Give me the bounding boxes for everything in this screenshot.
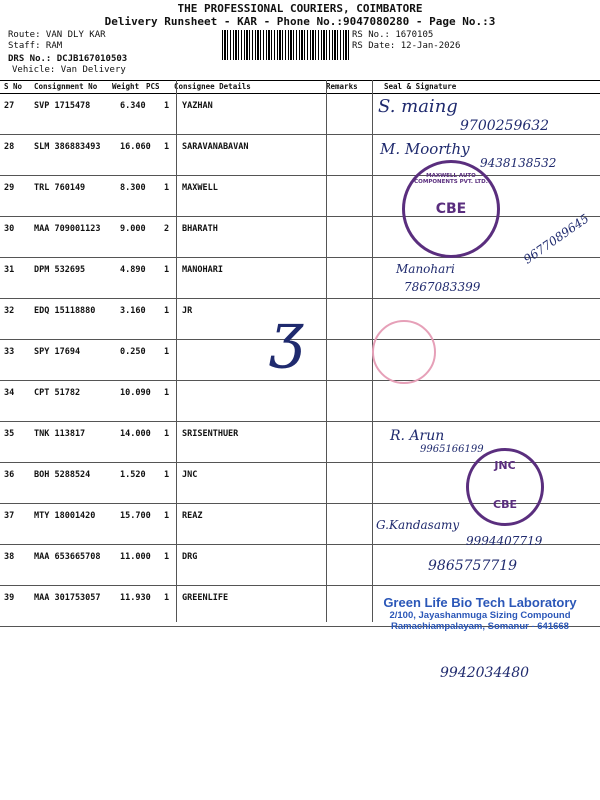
route-info	[8, 30, 127, 76]
phone-row-31: 7867083399	[404, 280, 481, 294]
weight-cell: 6.340	[120, 101, 146, 111]
rs-info	[352, 30, 460, 52]
jnc-seal	[466, 448, 544, 526]
maxwell-seal-city: CBE	[435, 201, 467, 217]
sno-cell: 38	[4, 552, 15, 562]
signature-row-27: S. maing	[378, 96, 458, 117]
pcs-cell: 1	[164, 306, 170, 316]
rs-number: RS No.: 1670105	[352, 30, 434, 40]
phone-row-27: 9700259632	[460, 118, 550, 134]
divider	[326, 80, 327, 622]
lab-locality: Ramachiampalayam, Somanur - 641668	[391, 621, 569, 632]
table-row	[0, 380, 600, 422]
pcs-cell: 1	[164, 101, 170, 111]
vehicle: Vehicle: Van Delivery	[12, 65, 126, 75]
consignee-cell: REAZ	[182, 511, 203, 521]
consignment-cell: MAA 653665708	[34, 552, 101, 562]
green-life-stamp	[375, 595, 585, 632]
consignment-cell: TNK 113817	[34, 429, 86, 439]
jnc-seal-name: JNC	[494, 459, 516, 472]
drs-number: DRS No.: DCJB167010503	[8, 54, 128, 64]
pcs-cell: 1	[164, 593, 170, 603]
sno-cell: 35	[4, 429, 15, 439]
col-remarks: Remarks	[326, 82, 358, 91]
consignment-cell: BOH 5288524	[34, 470, 91, 480]
rs-date: RS Date: 12-Jan-2026	[352, 41, 461, 51]
consignee-cell: SARAVANABAVAN	[182, 142, 249, 152]
consignee-cell: JR	[182, 306, 193, 316]
consignment-cell: DPM 532695	[34, 265, 86, 275]
consignment-cell: CPT 51782	[34, 388, 81, 398]
weight-cell: 4.890	[120, 265, 146, 275]
signature-row-37: G.Kandasamy	[376, 518, 460, 532]
pcs-cell: 1	[164, 183, 170, 193]
initial-scribble: ʒ	[270, 300, 304, 370]
col-consignee: Consignee Details	[174, 82, 251, 91]
sno-cell: 34	[4, 388, 15, 398]
sno-cell: 31	[4, 265, 15, 275]
consignment-cell: SVP 1715478	[34, 101, 91, 111]
pcs-cell: 1	[164, 347, 170, 357]
weight-cell: 11.000	[120, 552, 151, 562]
consignment-cell: TRL 760149	[34, 183, 86, 193]
weight-cell: 10.090	[120, 388, 151, 398]
weight-cell: 11.930	[120, 593, 151, 603]
table-row	[0, 175, 600, 217]
sno-cell: 39	[4, 593, 15, 603]
table-row	[0, 257, 600, 299]
runsheet-subtitle: Delivery Runsheet - KAR - Phone No.:9047080280 - Page No.:3	[104, 15, 496, 28]
sno-cell: 36	[4, 470, 15, 480]
weight-cell: 8.300	[120, 183, 146, 193]
consignee-cell: YAZHAN	[182, 101, 213, 111]
pcs-cell: 1	[164, 552, 170, 562]
sno-cell: 33	[4, 347, 15, 357]
weight-cell: 9.000	[120, 224, 146, 234]
pcs-cell: 1	[164, 388, 170, 398]
phone-row-39: 9942034480	[440, 665, 530, 681]
pcs-cell: 1	[164, 470, 170, 480]
barcode	[222, 30, 350, 60]
sno-cell: 32	[4, 306, 15, 316]
jnc-seal-city: CBE	[493, 498, 517, 511]
pcs-cell: 1	[164, 429, 170, 439]
pcs-cell: 1	[164, 142, 170, 152]
sno-cell: 30	[4, 224, 15, 234]
col-sno: S No	[4, 82, 23, 91]
lab-name: Green Life Bio Tech Laboratory	[383, 595, 577, 610]
signature-row-35: R. Arun	[390, 428, 445, 444]
lab-address: 2/100, Jayashanmuga Sizing Compound	[389, 610, 571, 621]
maxwell-seal-text: MAXWELL AUTO COMPONENTS PVT. LTD.	[414, 173, 488, 185]
consignee-cell: BHARATH	[182, 224, 218, 234]
weight-cell: 14.000	[120, 429, 151, 439]
phone-row-38: 9865757719	[428, 558, 518, 574]
divider	[176, 80, 177, 622]
route: Route: VAN DLY KAR	[8, 30, 106, 40]
consignee-cell: SRISENTHUER	[182, 429, 239, 439]
consignee-cell: GREENLIFE	[182, 593, 229, 603]
consignee-cell: MANOHARI	[182, 265, 223, 275]
signature-row-31: Manohari	[396, 262, 455, 276]
consignment-cell: MAA 301753057	[34, 593, 101, 603]
column-header	[0, 80, 600, 94]
maxwell-seal	[402, 160, 500, 258]
col-pcs: PCS	[146, 82, 160, 91]
phone-row-28: 9438138532	[480, 156, 557, 170]
col-consignment: Consignment No	[34, 82, 98, 91]
consignment-cell: SLM 386883493	[34, 142, 101, 152]
phone-row-37: 9994407719	[466, 534, 543, 548]
pcs-cell: 1	[164, 511, 170, 521]
weight-cell: 16.060	[120, 142, 151, 152]
consignment-cell: EDQ 15118880	[34, 306, 96, 316]
table-row	[0, 216, 600, 258]
sno-cell: 37	[4, 511, 15, 521]
faint-seal	[372, 320, 436, 384]
weight-cell: 1.520	[120, 470, 146, 480]
sno-cell: 29	[4, 183, 15, 193]
sno-cell: 28	[4, 142, 15, 152]
consignee-cell: DRG	[182, 552, 198, 562]
weight-cell: 15.700	[120, 511, 151, 521]
consignment-cell: MAA 709001123	[34, 224, 101, 234]
consignment-cell: SPY 17694	[34, 347, 81, 357]
staff: Staff: RAM	[8, 41, 63, 51]
pcs-cell: 1	[164, 265, 170, 275]
consignee-cell: JNC	[182, 470, 198, 480]
phone-row-30: 9677089645	[520, 211, 592, 267]
col-weight: Weight	[112, 82, 140, 91]
runsheet-title: THE PROFESSIONAL COURIERS, COIMBATORE	[177, 2, 423, 15]
weight-cell: 0.250	[120, 347, 146, 357]
pcs-cell: 2	[164, 224, 170, 234]
sno-cell: 27	[4, 101, 15, 111]
consignee-cell: MAXWELL	[182, 183, 218, 193]
col-seal: Seal & Signature	[384, 82, 457, 91]
consignment-cell: MTY 18001420	[34, 511, 96, 521]
signature-row-28: M. Moorthy	[380, 140, 470, 158]
weight-cell: 3.160	[120, 306, 146, 316]
phone-row-35: 9965166199	[420, 444, 484, 455]
